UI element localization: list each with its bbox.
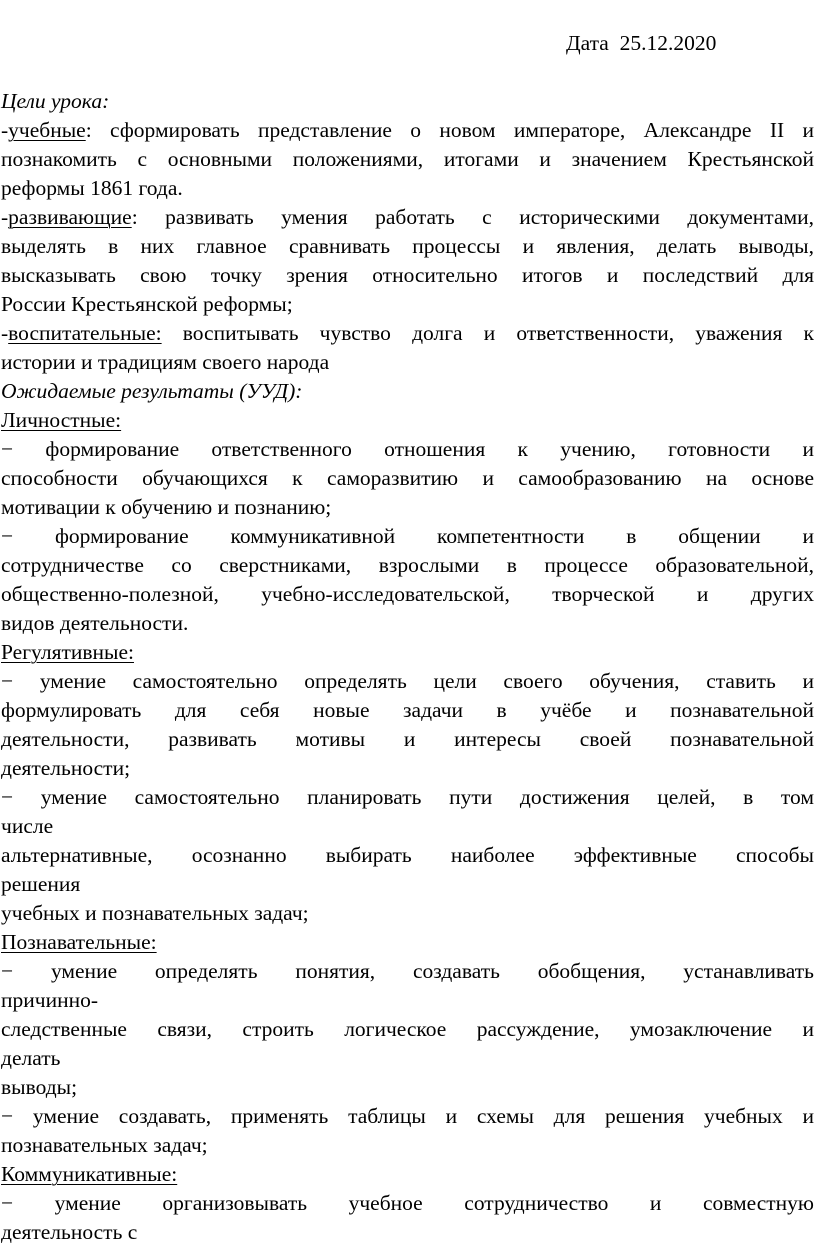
- goal-developing-line: выделять в них главное сравнивать процессы и явления, делать выводы,: [1, 234, 814, 258]
- cognitive-item-line: − умение создавать, применять таблицы и схемы для решения учебных и: [1, 1104, 814, 1128]
- regulatory-item-line: деятельности;: [1, 756, 131, 780]
- personal-item-line: мотивации к обучению и познанию;: [1, 495, 332, 519]
- goals-heading: Цели урока:: [1, 89, 110, 113]
- goal-upbringing-text: воспитывать чувство долга и ответственности, уважения к: [161, 321, 814, 345]
- date-value: 25.12.2020: [619, 31, 717, 55]
- goal-upbringing-line: -воспитательные: воспитывать чувство долга и ответственности, уважения к: [1, 321, 814, 345]
- results-heading: Ожидаемые результаты (УУД):: [1, 379, 303, 403]
- personal-heading: Личностные:: [1, 408, 122, 432]
- cognitive-heading: Познавательные:: [1, 930, 157, 954]
- goal-developing-text: : развивать умения работать с историческими документами,: [131, 205, 814, 229]
- regulatory-heading: Регулятивные:: [1, 640, 134, 664]
- regulatory-item-line: − умение самостоятельно планировать пути достижения целей, в том: [1, 785, 814, 809]
- personal-item-line: общественно-полезной, учебно-исследовательской, творческой и других: [1, 582, 814, 606]
- goal-developing-line: высказывать свою точку зрения относительно итогов и последствий для: [1, 263, 814, 287]
- communicative-heading: Коммуникативные:: [1, 1162, 178, 1186]
- personal-item-line: − формирование коммуникативной компетентности в общении и: [1, 524, 814, 548]
- personal-item-line: − формирование ответственного отношения к учению, готовности и: [1, 437, 814, 461]
- personal-item-line: сотрудничестве со сверстниками, взрослыми в процессе образовательной,: [1, 553, 814, 577]
- regulatory-item-line: − умение самостоятельно определять цели своего обучения, ставить и: [1, 669, 814, 693]
- goal-developing-label: развивающие: [8, 205, 132, 229]
- date-label: Дата: [566, 31, 609, 55]
- cognitive-item-line: делать: [1, 1046, 61, 1070]
- goal-educational-line: познакомить с основными положениями, итогами и значением Крестьянской: [1, 147, 814, 171]
- goal-educational-line: -учебные: сформировать представление о новом императоре, Александре II и: [1, 118, 814, 142]
- personal-item-line: способности обучающихся к саморазвитию и самообразованию на основе: [1, 466, 814, 490]
- cognitive-item-line: выводы;: [1, 1075, 78, 1099]
- goal-upbringing-label: воспитательные:: [8, 321, 162, 345]
- regulatory-item-line: формулировать для себя новые задачи в учёбе и познавательной: [1, 698, 814, 722]
- regulatory-item-line: решения: [1, 872, 81, 896]
- communicative-item-line: − умение организовывать учебное сотрудничество и совместную: [1, 1191, 814, 1215]
- cognitive-item-line: − умение определять понятия, создавать обобщения, устанавливать: [1, 959, 814, 983]
- goal-developing-line: России Крестьянской реформы;: [1, 292, 293, 316]
- cognitive-item-line: причинно-: [1, 988, 99, 1012]
- lesson-date: [566, 29, 716, 58]
- goal-developing-line: -развивающие: развивать умения работать с историческими документами,: [1, 205, 814, 229]
- cognitive-item-line: следственные связи, строить логическое рассуждение, умозаключение и: [1, 1017, 814, 1041]
- regulatory-item-line: числе: [1, 814, 54, 838]
- personal-item-line: видов деятельности.: [1, 611, 189, 635]
- regulatory-item-line: учебных и познавательных задач;: [1, 901, 309, 925]
- goal-educational-label: учебные: [8, 118, 86, 142]
- regulatory-item-line: альтернативные, осознанно выбирать наиболее эффективные способы: [1, 843, 814, 867]
- goal-educational-line: реформы 1861 года.: [1, 176, 183, 200]
- cognitive-item-line: познавательных задач;: [1, 1133, 208, 1157]
- regulatory-item-line: деятельности, развивать мотивы и интересы своей познавательной: [1, 727, 814, 751]
- communicative-item-line: деятельность с: [1, 1220, 138, 1244]
- goal-upbringing-line: истории и традициям своего народа: [1, 350, 330, 374]
- goal-educational-text: : сформировать представление о новом императоре, Александре II и: [85, 118, 814, 142]
